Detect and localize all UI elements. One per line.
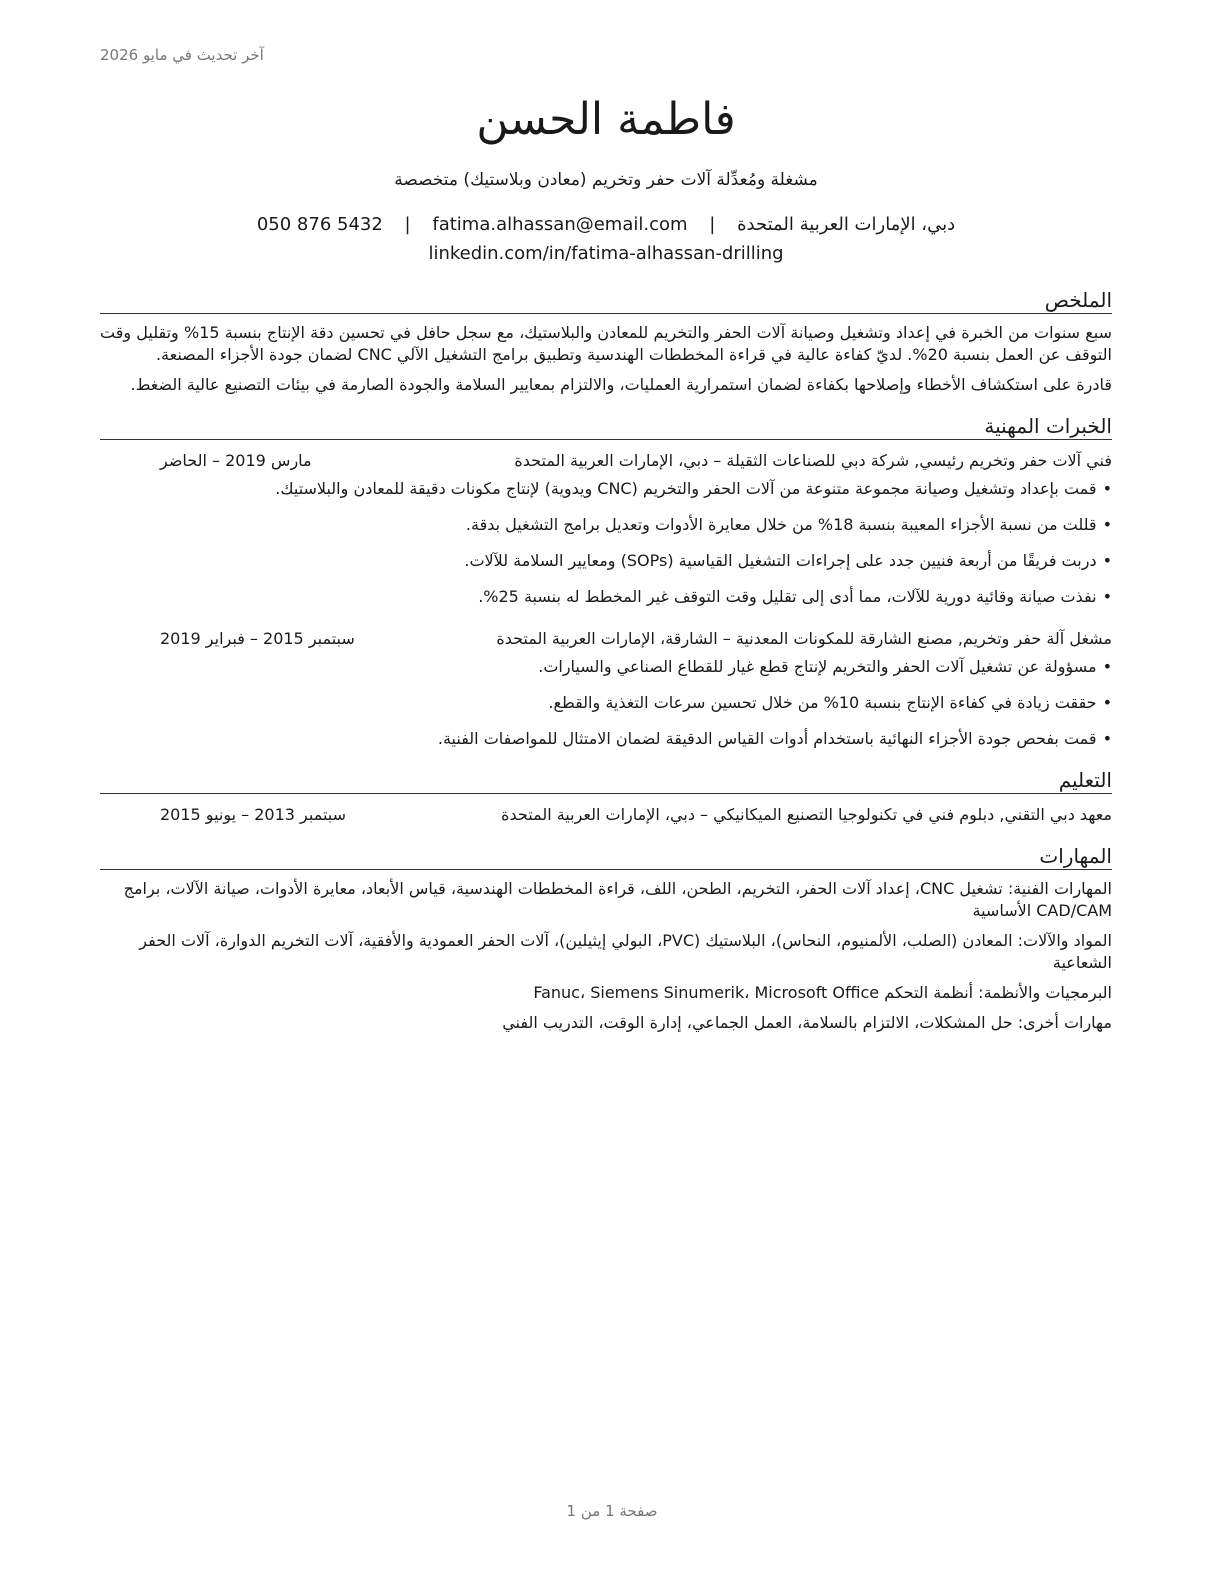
job-header xyxy=(100,628,1112,650)
summary-paragraph: قادرة على استكشاف الأخطاء وإصلاحها بكفاءة لضمان استمرارية العمليات، والالتزام بمعايير السلامة والجودة الصارمة في بيئات التصنيع عالية الضغط. xyxy=(130,375,1112,394)
last-updated: آخر تحديث في مايو 2026 xyxy=(100,46,264,64)
section-title-education: التعليم xyxy=(100,768,1112,794)
skills-line: مهارات أخرى: حل المشكلات، الالتزام بالسلامة، العمل الجماعي، إدارة الوقت، التدريب الفني xyxy=(502,1013,1112,1032)
job-heading: فني آلات حفر وتخريم رئيسي, شركة دبي للصناعات الثقيلة – دبي، الإمارات العربية المتحدة xyxy=(514,451,1112,470)
contact-email[interactable]: fatima.alhassan@email.com xyxy=(432,214,688,235)
skills-line: البرمجيات والأنظمة: أنظمة التحكم Fanuc، Siemens Sinumerik، Microsoft Office xyxy=(533,983,1112,1002)
candidate-headline: مشغلة ومُعدِّلة آلات حفر وتخريم (معادن وبلاستيك) متخصصة xyxy=(394,170,818,190)
job-heading: مشغل آلة حفر وتخريم, مصنع الشارقة للمكونات المعدنية – الشارقة، الإمارات العربية المتحدة xyxy=(496,629,1112,648)
job-bullet: • قمت بفحص جودة الأجزاء النهائية باستخدام أدوات القياس الدقيقة لضمان الامتثال للمواصفات الفنية. xyxy=(100,728,1112,750)
summary-paragraph: سبع سنوات من الخبرة في إعداد وتشغيل وصيانة آلات الحفر والتخريم للمعادن والبلاستيك، مع سجل حافل في تحسين دقة الإنتاج بنسبة 15% وتقليل وقت التوقف عن العمل بنسبة 20%. لديّ كفاءة عالية في قراءة المخططات الهندسية وتطبيق برامج التشغيل الآلي CNC لضمان جودة الأجزاء المصنعة. xyxy=(100,323,1112,364)
job-header xyxy=(100,450,1112,472)
contact-location: دبي، الإمارات العربية المتحدة xyxy=(737,214,956,235)
job-bullet: • حققت زيادة في كفاءة الإنتاج بنسبة 10% من خلال تحسين سرعات التغذية والقطع. xyxy=(100,692,1112,714)
section-title-summary: الملخص xyxy=(100,288,1112,314)
contact-separator: | xyxy=(404,214,411,235)
education-entry xyxy=(100,804,1112,826)
skills-line: المهارات الفنية: تشغيل CNC، إعداد آلات الحفر، التخريم، الطحن، اللف، قراءة المخططات الهندسية، قياس الأبعاد، معايرة الأدوات، صيانة الآلات، برامج CAD/CAM الأساسية xyxy=(123,879,1112,920)
education-heading: معهد دبي التقني, دبلوم فني في تكنولوجيا التصنيع الميكانيكي – دبي، الإمارات العربية المتحدة xyxy=(501,805,1112,824)
resume-content xyxy=(100,92,1112,1042)
contact-linkedin[interactable]: linkedin.com/in/fatima-alhassan-drilling xyxy=(428,243,784,264)
job-dates: مارس 2019 – الحاضر xyxy=(160,451,312,470)
candidate-name: فاطمة الحسن xyxy=(476,94,736,145)
section-title-experience: الخبرات المهنية xyxy=(100,414,1112,440)
section-title-skills: المهارات xyxy=(100,844,1112,870)
job-bullet: • قللت من نسبة الأجزاء المعيبة بنسبة 18% من خلال معايرة الأدوات وتعديل برامج التشغيل بدقة. xyxy=(100,514,1112,536)
job-bullet: • دربت فريقًا من أربعة فنيين جدد على إجراءات التشغيل القياسية (SOPs) ومعايير السلامة للآلات. xyxy=(100,550,1112,572)
education-dates: سبتمبر 2013 – يونيو 2015 xyxy=(160,805,347,824)
contact-separator: | xyxy=(709,214,716,235)
job-bullets xyxy=(100,478,1112,608)
job-entry xyxy=(100,628,1112,750)
skills-line: المواد والآلات: المعادن (الصلب، الألمنيوم، النحاس)، البلاستيك (PVC، البولي إيثيلين)، آلات الحفر العمودية والأفقية، آلات التخريم الدوارة، آلات الحفر الشعاعية xyxy=(139,931,1112,972)
page-number: صفحة 1 من 1 xyxy=(566,1502,658,1520)
contact-line xyxy=(100,214,1112,235)
job-bullets xyxy=(100,656,1112,750)
job-dates: سبتمبر 2015 – فبراير 2019 xyxy=(160,629,355,648)
job-bullet: • نفذت صيانة وقائية دورية للآلات، مما أدى إلى تقليل وقت التوقف غير المخطط له بنسبة 25%. xyxy=(100,586,1112,608)
job-bullet: • قمت بإعداد وتشغيل وصيانة مجموعة متنوعة من آلات الحفر والتخريم (CNC ويدوية) لإنتاج مكونات دقيقة للمعادن والبلاستيك. xyxy=(100,478,1112,500)
contact-phone: 050 876 5432 xyxy=(256,214,383,235)
job-bullet: • مسؤولة عن تشغيل آلات الحفر والتخريم لإنتاج قطع غيار للقطاع الصناعي والسيارات. xyxy=(100,656,1112,678)
job-entry xyxy=(100,450,1112,608)
